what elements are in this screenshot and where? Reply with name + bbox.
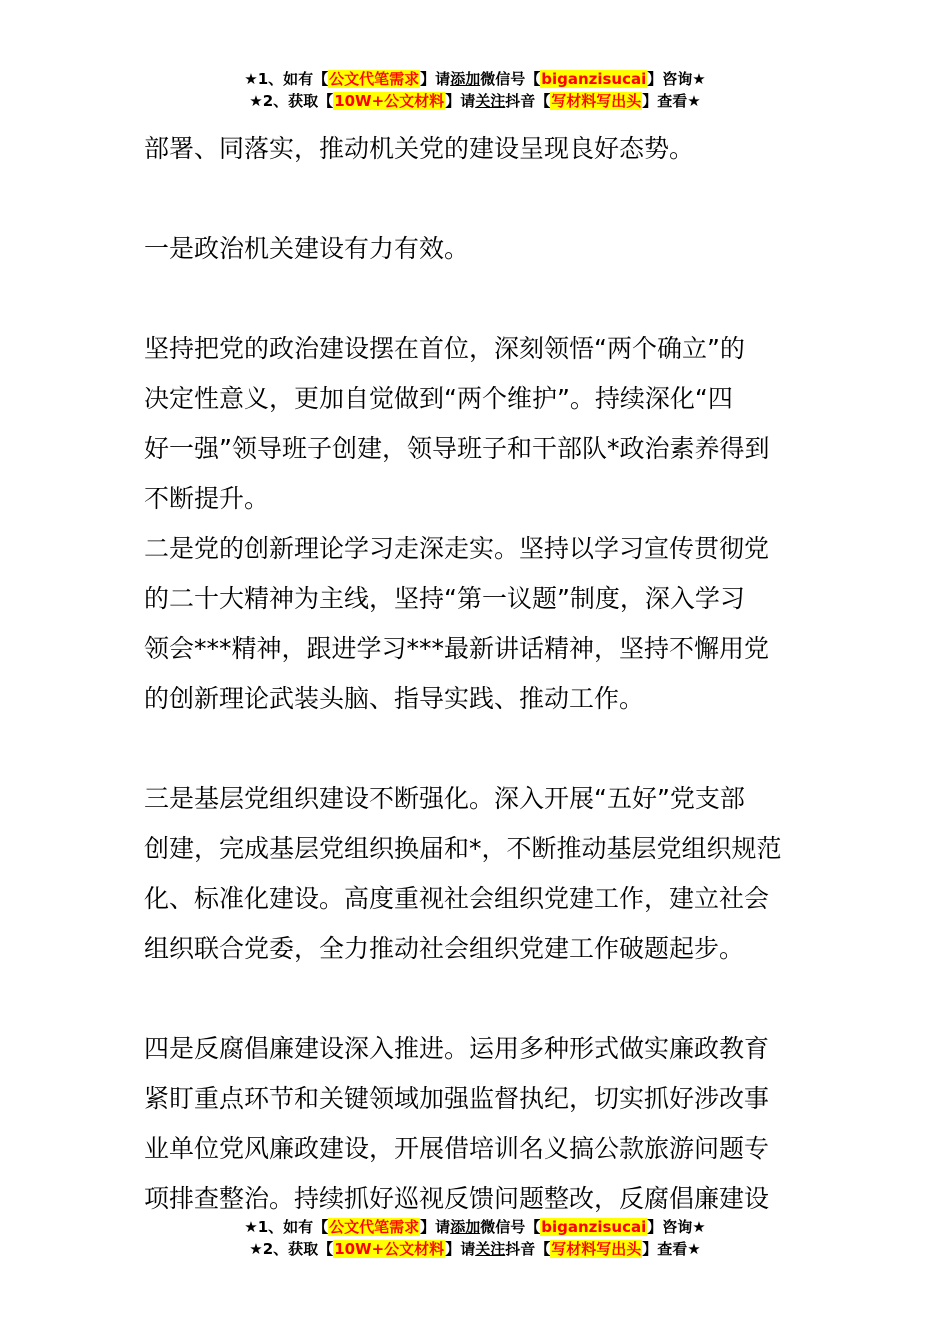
highlight-text: 10W+公文材料 [334,1240,445,1258]
blank-line [144,974,809,1024]
banner-line-1: ★1、如有【公文代笔需求】请添加微信号【biganzisucai】咨询★ [244,70,706,88]
douyin-name: 写材料写出头 [551,92,642,110]
blank-line [144,274,809,324]
banner-line-2: ★2、获取【10W+公文材料】请关注抖音【写材料写出头】查看★ [249,1240,701,1258]
text-line: 坚持把党的政治建设摆在首位，深刻领悟“两个确立”的 [144,334,745,363]
text-line: 业单位党风廉政建设，开展借培训名义搞公款旅游问题专 [144,1134,770,1163]
text-line: 领会***精神，跟进学习***最新讲话精神，坚持不懈用党 [144,634,770,663]
text-line: 紧盯重点环节和关键领域加强监督执纪，切实抓好涉改事 [144,1084,770,1113]
banner-line-1: ★1、如有【公文代笔需求】请添加微信号【biganzisucai】咨询★ [244,1218,706,1236]
text-line: 部署、同落实，推动机关党的建设呈现良好态势。 [144,134,695,163]
text-line: 创建，完成基层党组织换届和*，不断推动基层党组织规范 [144,834,782,863]
text-line: 二是党的创新理论学习走深走实。坚持以学习宣传贯彻党 [144,534,770,563]
document-body [144,124,809,1224]
footer-banner [0,1216,950,1260]
blank-line [144,174,809,224]
douyin-name: 写材料写出头 [551,1240,642,1258]
wechat-id: biganzisucai [541,1218,647,1236]
text-line: 决定性意义，更加自觉做到“两个维护”。持续深化“四 [144,384,733,413]
highlight-text: 公文代笔需求 [329,1218,420,1236]
highlight-text: 公文代笔需求 [329,70,420,88]
text-line: 好一强”领导班子创建，领导班子和干部队*政治素养得到 [144,434,770,463]
banner-line-2: ★2、获取【10W+公文材料】请关注抖音【写材料写出头】查看★ [249,92,701,110]
text-line: 四是反腐倡廉建设深入推进。运用多种形式做实廉政教育 [144,1034,770,1063]
header-banner [0,68,950,112]
wechat-id: biganzisucai [541,70,647,88]
text-line: 组织联合党委，全力推动社会组织党建工作破题起步。 [144,934,745,963]
section-heading: 一是政治机关建设有力有效。 [144,234,470,263]
text-line: 三是基层党组织建设不断强化。深入开展“五好”党支部 [144,784,745,813]
text-line: 不断提升。 [144,484,270,513]
text-line: 项排查整治。持续抓好巡视反馈问题整改，反腐倡廉建设 [144,1184,770,1213]
highlight-text: 10W+公文材料 [334,92,445,110]
text-line: 的二十大精神为主线，坚持“第一议题”制度，深入学习 [144,584,745,613]
blank-line [144,724,809,774]
text-line: 的创新理论武装头脑、指导实践、推动工作。 [144,684,645,713]
text-line: 化、标准化建设。高度重视社会组织党建工作，建立社会 [144,884,770,913]
